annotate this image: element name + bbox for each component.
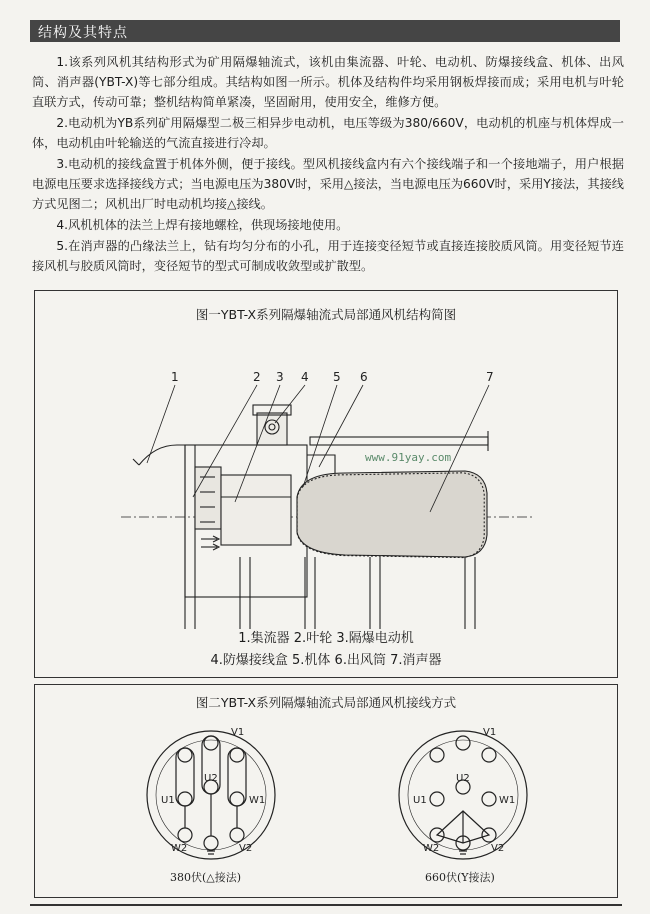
delta-label-w1: W1: [249, 795, 266, 806]
figure-1-legend-line-1: 1.集流器 2.叶轮 3.隔爆电动机: [238, 631, 414, 646]
star-label-u2: U2: [456, 773, 470, 784]
paragraph-3: 3.电动机的接线盒置于机体外侧，便于接线。型风机接线盒内有六个接线端子和一个接地端子，用户根据电源电压要求选择接线方式；当电源电压为380V时，采用△接法，当电源电压为660V时，采用Y接法，其接线方式见图二；风机出厂时电动机均接△接线。: [32, 157, 624, 211]
wiring-diagrams: [35, 711, 617, 881]
callout-6: 6: [360, 370, 368, 384]
star-label-v2: V2: [491, 843, 505, 854]
leader-4: [275, 385, 305, 423]
callout-3: 3: [276, 370, 284, 384]
paragraph-1: 1.该系列风机其结构形式为矿用隔爆轴流式，该机由集流器、叶轮、电动机、防爆接线盒、机体、出风筒、消声器(YBT-X)等七部分组成。其结构如图一所示。机体及结构件均采用钢板焊接而成；采用电机与叶轮直联方式，传动可靠；整机结构简单紧凑，坚固耐用，使用安全，维修方便。: [32, 55, 624, 109]
callout-7: 7: [486, 370, 494, 384]
delta-label-v2: V2: [239, 843, 253, 854]
paragraph-2: 2.电动机为YB系列矿用隔爆型二极三相异步电动机，电压等级为380/660V，电动机的机座与机体焊成一体，电动机由叶轮输送的气流直接进行冷却。: [32, 116, 624, 150]
watermark-text: www.91yay.com: [365, 451, 452, 464]
motor-body: [221, 475, 291, 545]
body-text: [32, 52, 624, 277]
callout-1: 1: [171, 370, 179, 384]
delta-label-u2: U2: [204, 773, 218, 784]
figure-1-frame: [34, 290, 618, 678]
star-label-w2: W2: [423, 843, 440, 854]
star-label-v1: V1: [483, 727, 497, 738]
section-header-bar: [30, 20, 620, 42]
leader-6: [319, 385, 363, 467]
caption-star: 660伏(Y接法): [425, 871, 495, 884]
silencer-body: [297, 471, 487, 557]
delta-label-w2: W2: [171, 843, 188, 854]
star-label-w1: W1: [499, 795, 516, 806]
section-title: 结构及其特点: [38, 25, 128, 41]
caption-delta: 380伏(△接法): [170, 871, 242, 884]
bottom-rule: [30, 904, 622, 906]
figure-1-title: 图一YBT-X系列隔爆轴流式局部通风机结构简图: [195, 307, 457, 322]
paragraph-5: 5.在消声器的凸缘法兰上，钻有均匀分布的小孔，用于连接变径短节或直接连接胶质风筒。用变径短节连接风机与胶质风筒时，变径短节的型式可制成收敛型或扩散型。: [32, 239, 624, 273]
leader-5: [303, 385, 337, 487]
delta-label-u1: U1: [161, 795, 175, 806]
callout-4: 4: [301, 370, 309, 384]
fan-structure-diagram: [35, 327, 617, 647]
figure-2-title: 图二YBT-X系列隔爆轴流式局部通风机接线方式: [195, 695, 457, 710]
collector-shape: [139, 445, 185, 597]
leader-1: [147, 385, 175, 463]
impeller-hub: [195, 467, 221, 529]
figure-1-legend-line-2: 4.防爆接线盒 5.机体 6.出风筒 7.消声器: [210, 653, 442, 668]
figure-2-frame: [34, 684, 618, 898]
delta-label-v1: V1: [231, 727, 245, 738]
star-label-u1: U1: [413, 795, 427, 806]
callout-5: 5: [333, 370, 341, 384]
junction-box: [257, 413, 287, 445]
paragraph-4: 4.风机机体的法兰上焊有接地螺栓，供现场接地使用。: [56, 218, 349, 232]
callout-2: 2: [253, 370, 261, 384]
